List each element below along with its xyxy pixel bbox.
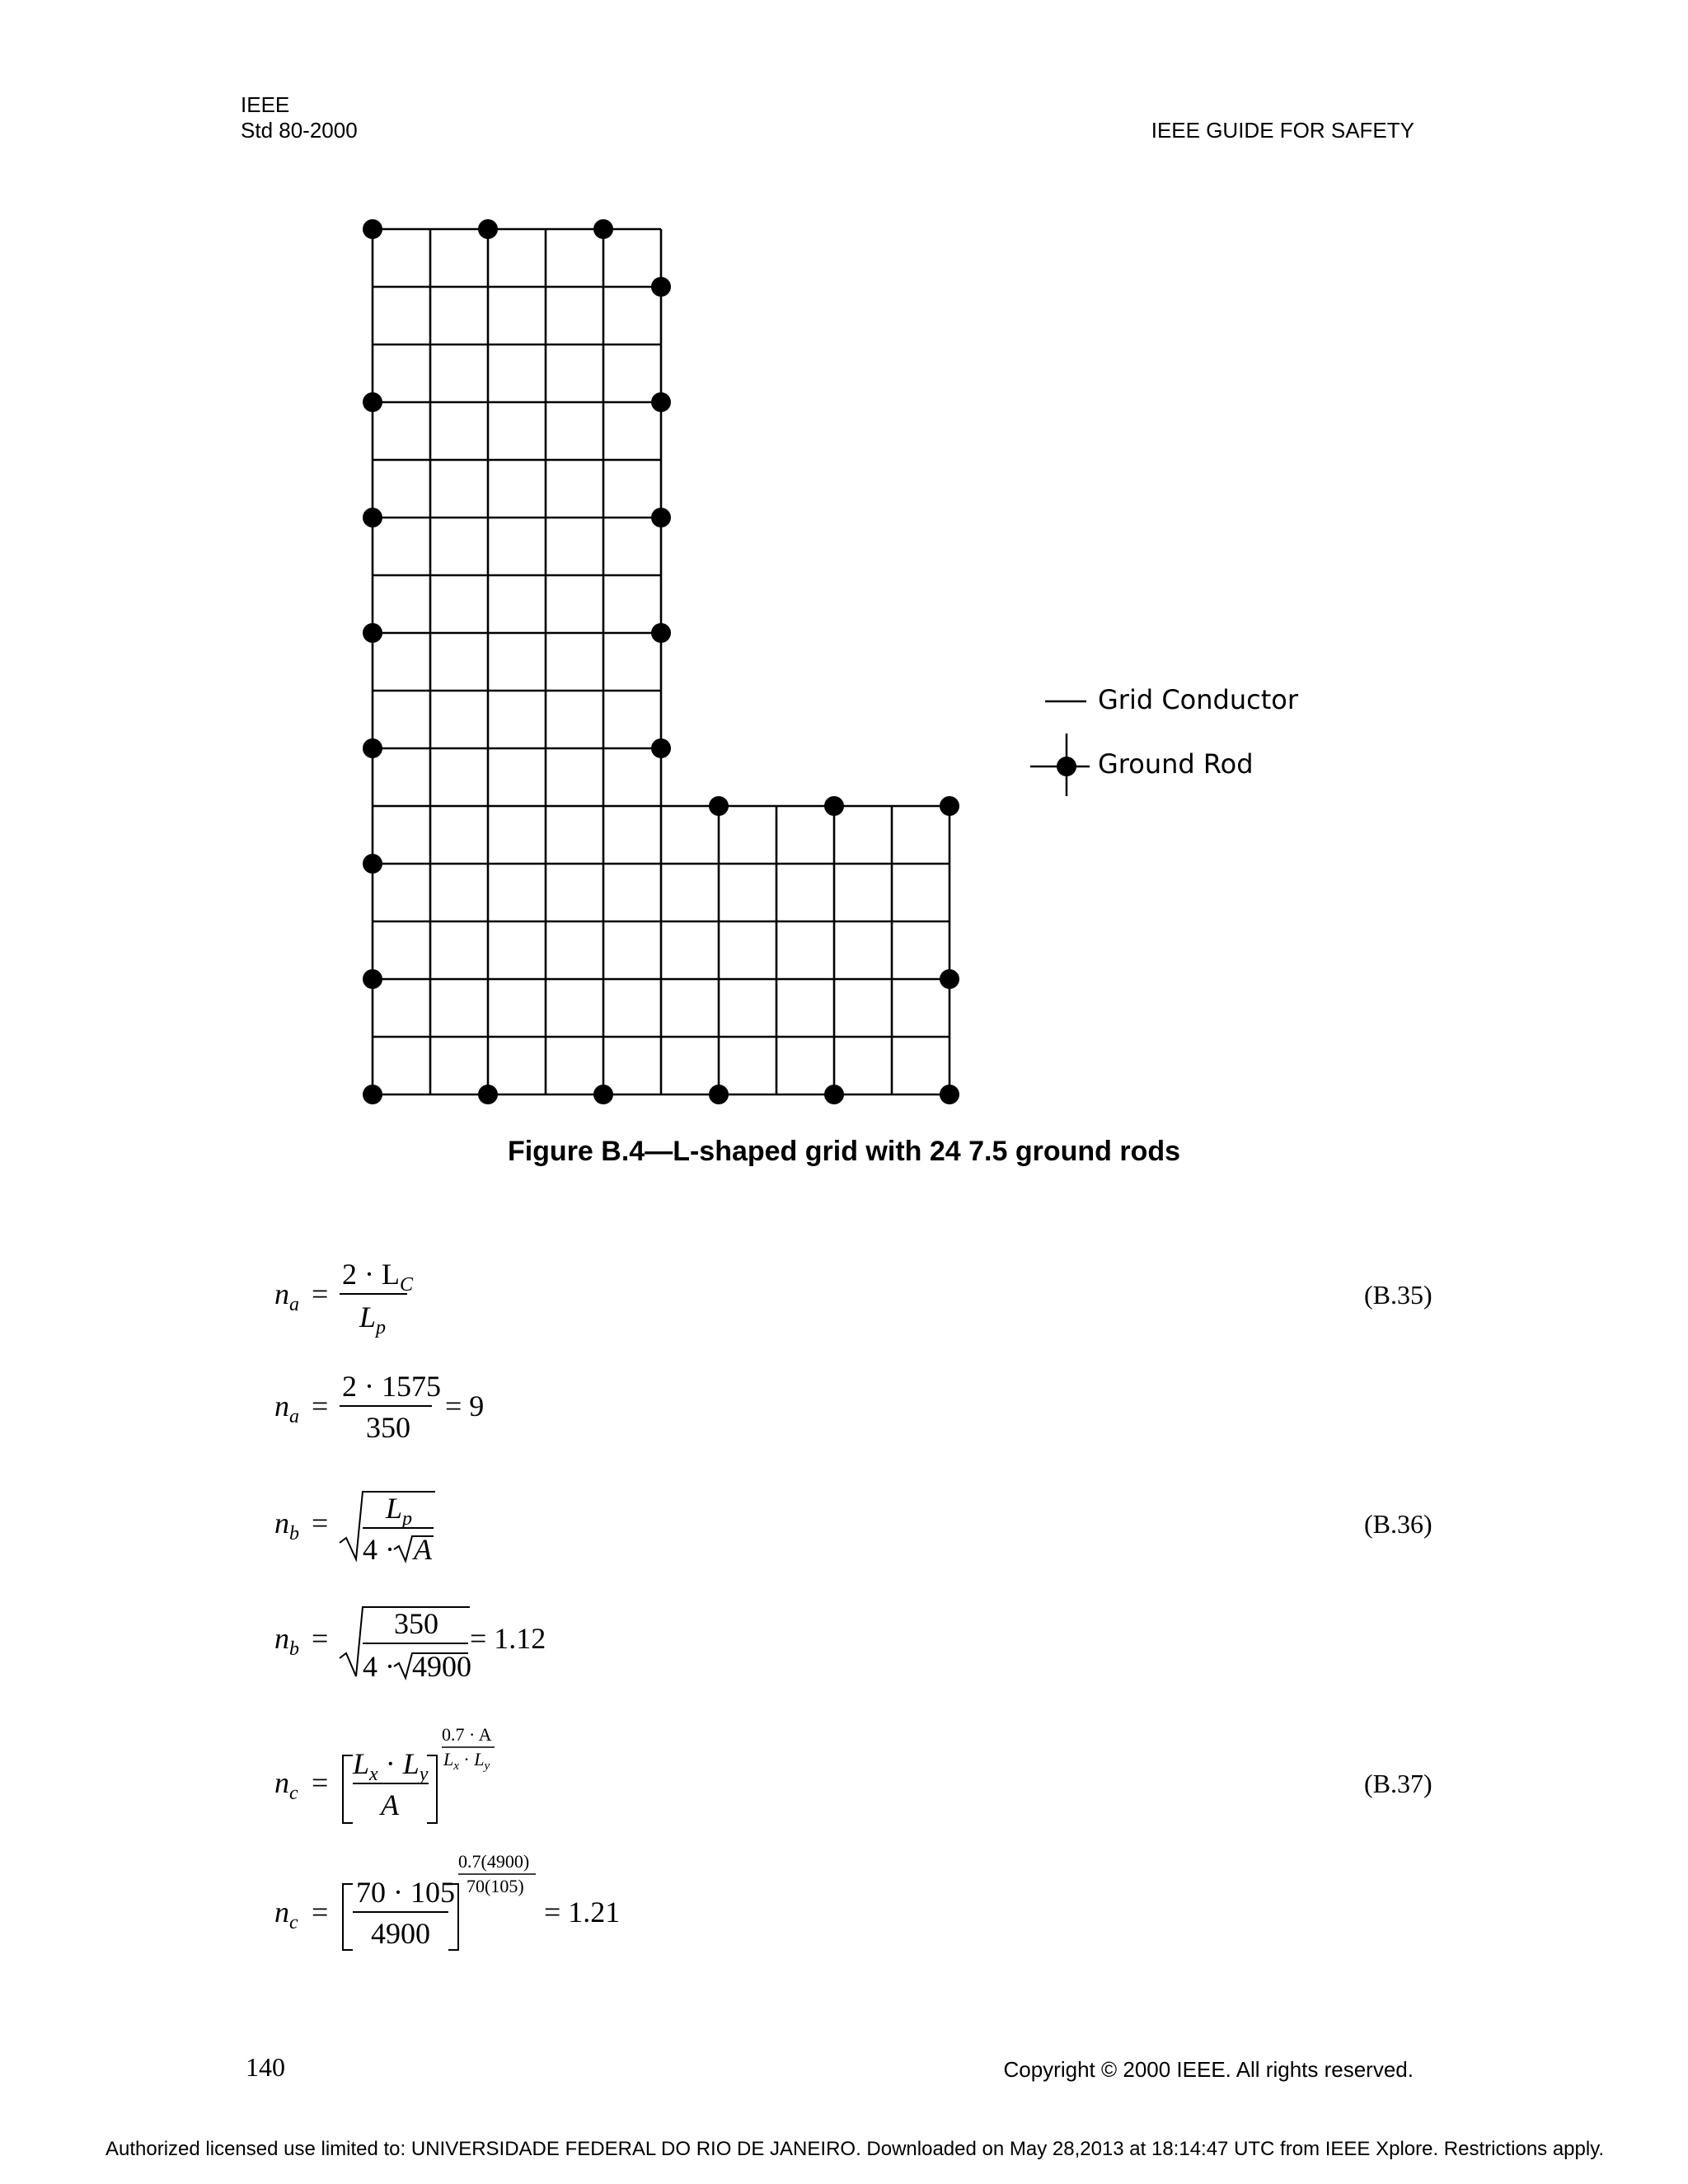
b37-eval-numerator: 70 · 105 bbox=[356, 1876, 455, 1909]
b36-lhs: $n_b$ bbox=[274, 1507, 299, 1544]
b36-denominator-left: 4 · bbox=[363, 1533, 395, 1566]
b36-equation-number: (B.36) bbox=[1364, 1509, 1432, 1539]
b36-eval-result: = 1.12 bbox=[470, 1622, 546, 1655]
b35-eval-result: = 9 bbox=[445, 1390, 485, 1422]
b37-eval-exponent-numerator: 0.7(4900) bbox=[458, 1851, 530, 1872]
header-org: IEEE bbox=[241, 92, 290, 117]
ground-rod-marker bbox=[651, 508, 671, 527]
b36-radicand: A bbox=[414, 1533, 432, 1566]
legend-rod-label: Ground Rod bbox=[1098, 748, 1254, 780]
b37-equals: = bbox=[312, 1766, 329, 1799]
equation-b37 bbox=[274, 1724, 1432, 1823]
equation-b35-eval bbox=[274, 1370, 484, 1444]
b37-eval-result: = 1.21 bbox=[544, 1896, 621, 1929]
ground-rod-marker bbox=[363, 508, 382, 527]
b36-eval-radicand: 4900 bbox=[412, 1650, 471, 1683]
ground-rod-marker bbox=[940, 1085, 959, 1104]
b37-denominator: A bbox=[381, 1788, 399, 1821]
ground-rod-marker bbox=[593, 219, 613, 239]
copyright-notice: Copyright © 2000 IEEE. All rights reserved. bbox=[1003, 2057, 1414, 2082]
ground-rod-marker bbox=[363, 969, 382, 989]
equations-block bbox=[0, 1236, 1688, 1978]
ground-rod-marker bbox=[651, 738, 671, 758]
b37-eval-exponent-denominator: 70(105) bbox=[467, 1876, 524, 1896]
b37-eval-equals: = bbox=[312, 1896, 329, 1929]
b35-eval-denominator: 350 bbox=[366, 1411, 410, 1444]
equation-b36-eval bbox=[274, 1607, 546, 1683]
b37-exponent-denominator: $L_x \cdot L_y$ bbox=[443, 1749, 490, 1773]
ground-rod-marker bbox=[363, 1085, 382, 1104]
ground-rod-marker bbox=[478, 219, 498, 239]
b36-eval-lhs: $n_b$ bbox=[274, 1622, 299, 1660]
b37-eval-left-bracket bbox=[343, 1884, 353, 1950]
ground-rod-marker bbox=[363, 392, 382, 412]
ground-rod-marker bbox=[651, 277, 671, 297]
ground-rod-marker bbox=[478, 1085, 498, 1104]
ground-rod-marker bbox=[940, 969, 959, 989]
b35-eval-equals: = bbox=[312, 1390, 329, 1422]
b37-eval-denominator: 4900 bbox=[371, 1917, 430, 1950]
b37-left-bracket bbox=[343, 1755, 353, 1823]
b35-equals: = bbox=[312, 1277, 329, 1310]
b36-eval-equals: = bbox=[312, 1622, 329, 1655]
ground-rod-marker bbox=[593, 1085, 613, 1104]
b35-eval-lhs: $n_a$ bbox=[274, 1390, 299, 1427]
equation-b35 bbox=[274, 1258, 1432, 1338]
page-number: 140 bbox=[246, 2052, 285, 2082]
equation-b36 bbox=[274, 1492, 1432, 1566]
b37-numerator: $L_x \cdot L_y$ bbox=[353, 1747, 429, 1785]
ground-rod-marker bbox=[824, 796, 844, 816]
b35-lhs: $n_a$ bbox=[274, 1277, 299, 1315]
grid-conductors bbox=[373, 229, 950, 1094]
legend-conductor-label: Grid Conductor bbox=[1098, 684, 1298, 715]
b37-eval-lhs: $n_c$ bbox=[274, 1896, 298, 1933]
b37-lhs: $n_c$ bbox=[274, 1766, 298, 1804]
ground-rod-marker bbox=[824, 1085, 844, 1104]
header-title: IEEE GUIDE FOR SAFETY bbox=[1151, 118, 1414, 143]
b36-numerator: $L_p$ bbox=[386, 1492, 413, 1530]
authorization-notice: Authorized licensed use limited to: UNIVERSIDADE FEDERAL DO RIO DE JANEIRO. Downloaded on May 28,2013 at 18:14:47 UTC from IEEE Xplore. Restrictions apply. bbox=[106, 2138, 1605, 2160]
ground-rod-marker bbox=[651, 623, 671, 643]
b35-equation-number: (B.35) bbox=[1364, 1280, 1432, 1310]
ground-rod-marker bbox=[940, 796, 959, 816]
equation-b37-eval bbox=[274, 1851, 620, 1950]
b35-eval-numerator: 2 · 1575 bbox=[342, 1370, 441, 1403]
b37-exponent-numerator: 0.7 · A bbox=[442, 1724, 492, 1745]
b36-eval-numerator: 350 bbox=[394, 1607, 438, 1640]
b37-right-bracket bbox=[427, 1755, 437, 1823]
ground-rod-marker bbox=[363, 738, 382, 758]
b37-equation-number: (B.37) bbox=[1364, 1769, 1432, 1798]
header-standard-number: Std 80-2000 bbox=[241, 118, 358, 143]
figure-caption: Figure B.4—L-shaped grid with 24 7.5 ground rods bbox=[507, 1136, 1181, 1167]
ground-rod-marker bbox=[709, 796, 729, 816]
ground-rod-marker bbox=[709, 1085, 729, 1104]
b36-equals: = bbox=[312, 1507, 329, 1540]
b36-eval-denominator-left: 4 · bbox=[363, 1650, 395, 1683]
ground-rod-marker bbox=[363, 623, 382, 643]
ground-rod-marker bbox=[651, 392, 671, 412]
legend-rod-symbol bbox=[1030, 733, 1090, 796]
ground-rod-marker bbox=[363, 854, 382, 874]
b35-denominator: $L_p$ bbox=[359, 1301, 387, 1338]
ground-rod-marker bbox=[363, 219, 382, 239]
b35-numerator: $2 \cdot L_C$ bbox=[342, 1258, 413, 1296]
